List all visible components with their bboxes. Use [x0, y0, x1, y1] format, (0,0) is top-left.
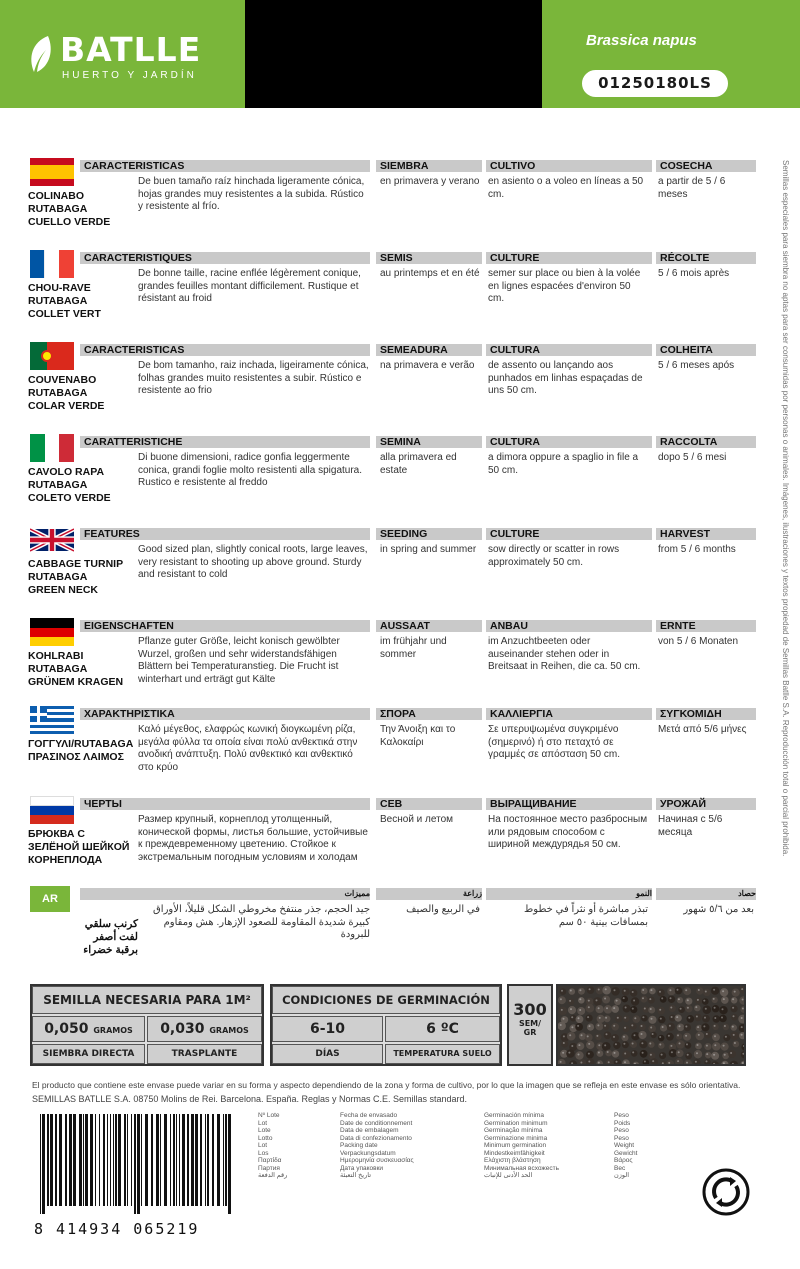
variety-name: COUVENABO RUTABAGA COLAR VERDE	[28, 374, 105, 412]
flag-de-icon	[30, 618, 74, 646]
germination-days: 6-10	[272, 1016, 383, 1042]
seeds-photo	[556, 984, 746, 1066]
harvest-header: COSECHA	[656, 160, 756, 172]
flag-fr-icon	[30, 250, 74, 278]
features-text: Καλό μέγεθος, ελαφρώς κωνική διογκωμένη ρίζα, μεγάλα φύλλα τα οποία είναι πολύ ανθεκτικά στην ανοδική ανάπτυξη. Πολύ ανθεκτικό και ανθεκτικό στο κρύο	[138, 724, 358, 773]
variety-name: COLINABO RUTABAGA CUELLO VERDE	[28, 190, 111, 228]
flag-it-icon	[30, 434, 74, 462]
culture-header: CULTURA	[486, 436, 652, 448]
sowing-header: SEMEADURA	[376, 344, 482, 356]
culture-text: en asiento o a voleo en líneas a 50 cm.	[488, 176, 644, 200]
germination-min-labels: Germinación mínima Germination minimum Germinação mínima Germinazione minima Minimum germination Mindestkeimfähigkeit Ελάχιστη βλάστηση Минимальная всхожесть الحد الأدنى للإنبات	[484, 1112, 559, 1179]
trans-qty-unit: GRAMOS	[209, 1026, 249, 1035]
barcode	[36, 1114, 236, 1214]
temperature-label: TEMPERATURA SUELO	[385, 1044, 500, 1064]
features-text: De buen tamaño raíz hinchada ligeramente cónica, hojas grandes muy resistentes a la subida. Rústico y resistente al frío.	[138, 176, 365, 212]
product-code: 01250180LS	[582, 70, 728, 97]
culture-header: CULTIVO	[486, 160, 652, 172]
features-header: FEATURES	[80, 528, 370, 540]
features-header: CARATTERISTICHE	[80, 436, 370, 448]
header-left-panel	[0, 0, 245, 108]
recycling-icon	[702, 1168, 750, 1216]
language-row-ru	[24, 796, 764, 886]
features-header: CARACTERISTICAS	[80, 160, 370, 172]
culture-header: ΚΑΛΛΙΕΡΓΙΑ	[486, 708, 652, 720]
culture-text: a dimora oppure a spaglio in file a 50 cm.	[488, 452, 639, 476]
sowing-text: im frühjahr und sommer	[380, 636, 447, 660]
harvest-header: COLHEITA	[656, 344, 756, 356]
variety-name: CABBAGE TURNIP RUTABAGA GREEN NECK	[28, 558, 124, 596]
culture-header: ANBAU	[486, 620, 652, 632]
harvest-text: 5 / 6 meses após	[658, 360, 735, 371]
culture-text: im Anzuchtbeeten oder auseinander stehen oder in Breitsaat in Reihen, die ca. 50 cm.	[488, 636, 641, 672]
sowing-text: Весной и летом	[380, 814, 454, 825]
sowing-header: SEEDING	[376, 528, 482, 540]
features-header: EIGENSCHAFTEN	[80, 620, 370, 632]
company-address: SEMILLAS BATLLE S.A. 08750 Molins de Rei. Barcelona. España. Reglas y Normas C.E. Semillas standard.	[32, 1094, 468, 1104]
features-header: ΧΑΡΑΚΤΗΡΙΣΤΙΚΑ	[80, 708, 370, 720]
features-header: ЧЕРТЫ	[80, 798, 370, 810]
harvest-text: dopo 5 / 6 mesi	[658, 452, 727, 463]
culture-header: CULTURE	[486, 252, 652, 264]
brand-name: BATLLE	[60, 30, 202, 69]
sowing-header: AUSSAAT	[376, 620, 482, 632]
culture-text: تبذر مباشرة أو نثراً في خطوط بمسافات بينية ٥٠ سم	[524, 904, 648, 928]
harvest-header: RACCOLTA	[656, 436, 756, 448]
variety-name: БРЮКВА С ЗЕЛЁНОЙ ШЕЙКОЙ КОРНЕПЛОДА	[28, 828, 130, 866]
harvest-text: 5 / 6 mois après	[658, 268, 730, 279]
features-text: جيد الحجم، جذر منتفخ مخروطي الشكل قليلاً، الأوراق كبيرة شديدة المقاومة للصعود الإزهار. هش ومقاوم للبرودة	[153, 904, 370, 940]
germination-conditions-title: CONDICIONES DE GERMINACIÓN	[272, 986, 500, 1014]
culture-header: ВЫРАЩИВАНИЕ	[486, 798, 652, 810]
features-text: Pflanze guter Größe, leicht konisch gewölbter Wurzel, großen und sehr widerstandsfähigen Blättern bei Temperaturanstieg. Die Frucht ist winterhart und erträgt gut Kälte	[138, 636, 340, 685]
culture-text: Σε υπερυψωμένα συγκριμένο (σημερινό) ή στο πεταχτό σε γραμμές σε απόσταση 50 cm.	[488, 724, 620, 760]
variety-name: ΓΟΓΓΥΛΙ/RUTABAGA ΠΡΑΣΙΝΟΣ ΛΑΙΜΟΣ	[28, 738, 134, 763]
language-row-fr	[24, 250, 764, 340]
sowing-header: SEMIS	[376, 252, 482, 264]
flag-gr-icon	[30, 706, 74, 734]
barcode-number: 8 414934 065219	[34, 1220, 200, 1238]
lot-labels: Nº Lote Lot Lote Lotto Lot Los Παρτίδα Партия رقم الدفعة	[258, 1112, 288, 1179]
sowing-text: Την Άνοιξη και το Καλοκαίρι	[380, 724, 456, 748]
leaf-icon	[28, 34, 54, 74]
side-legal-text: Semillas especiales para siembra no aptas para ser consumidas por personas o animales. Imágenes, ilustraciones y textos propiedad de Semillas Batlle S.A. Reproducción total o parcial prohibida.	[781, 160, 790, 857]
sowing-header: SIEMBRA	[376, 160, 482, 172]
seed-needed-title: SEMILLA NECESARIA PARA 1M²	[32, 986, 262, 1014]
sowing-text: alla primavera ed estate	[380, 452, 457, 476]
sowing-text: en primavera y verano	[380, 176, 480, 187]
culture-text: semer sur place ou bien à la volée en lignes espacées d'environ 50 cm.	[488, 268, 641, 304]
features-header: CARACTERISTIQUES	[80, 252, 370, 264]
harvest-text: Начиная с 5/6 месяца	[658, 814, 723, 838]
disclaimer-note: El producto que contiene este envase puede variar en su forma y aspecto dependiendo de la zona y forma de cultivo, por lo que la imagen que se refleja en este envase es sólo orientativa.	[32, 1080, 741, 1090]
features-header: CARACTERISTICAS	[80, 344, 370, 356]
packing-date-labels: Fecha de envasado Date de conditionnement Data de embalagem Data di confezionamento Packing date Verpackungsdatum Ημερομηνία συσκευασίας Дата упаковки تاريخ التعبئة	[340, 1112, 414, 1179]
harvest-text: from 5 / 6 months	[658, 544, 736, 555]
flag-gb-icon	[30, 526, 74, 554]
culture-text: de assento ou lançando aos punhados em linhas espaçadas de uns 50 cm.	[488, 360, 643, 396]
trans-qty-value: 0,030	[160, 1021, 205, 1037]
flag-ru-icon	[30, 796, 74, 824]
seeds-per-gram-value: 300	[513, 1000, 547, 1019]
harvest-header: УРОЖАЙ	[656, 798, 756, 810]
seeds-illustration	[558, 986, 746, 1066]
features-text: Di buone dimensioni, radice gonfia leggermente conica, grandi foglie molto resistenti alla spigatura. Rustico e resistente al freddo	[138, 452, 363, 488]
harvest-text: Μετά από 5/6 μήνες	[658, 724, 747, 735]
sowing-text: في الربيع والصيف	[406, 904, 480, 915]
flag-ar-icon	[30, 886, 70, 912]
variety-name: CHOU-RAVE RUTABAGA COLLET VERT	[28, 282, 101, 320]
features-text: De bonne taille, racine enflée légèrement conique, grandes feuilles montant difficilement. Rustique et résistant au froid	[138, 268, 361, 304]
harvest-text: von 5 / 6 Monaten	[658, 636, 739, 647]
harvest-header: RÉCOLTE	[656, 252, 756, 264]
flag-pt-icon	[30, 342, 74, 370]
language-row-es	[24, 158, 764, 248]
direct-seeding-label: SIEMBRA DIRECTA	[32, 1044, 145, 1064]
seeds-per-gram-box	[507, 984, 553, 1066]
header-photo-area	[245, 0, 542, 108]
seeds-per-gram-unit: SEM/ GR	[518, 1019, 542, 1037]
language-row-ar	[24, 886, 764, 976]
harvest-header: HARVEST	[656, 528, 756, 540]
sowing-header: SEMINA	[376, 436, 482, 448]
arabic-label-badge: AR	[30, 886, 70, 912]
harvest-text: بعد من ٥/٦ شهور	[683, 904, 754, 915]
brand-subtitle: HUERTO Y JARDÍN	[62, 70, 197, 81]
direct-qty-value: 0,050	[44, 1021, 89, 1037]
soil-temperature: 6 ºC	[385, 1016, 500, 1042]
variety-name: CAVOLO RAPA RUTABAGA COLETO VERDE	[28, 466, 111, 504]
latin-name: Brassica napus	[586, 32, 697, 49]
harvest-text: a partir de 5 / 6 meses	[658, 176, 726, 200]
culture-header: CULTURE	[486, 528, 652, 540]
harvest-header: ΣΥΓΚΟΜΙΔΗ	[656, 708, 756, 720]
language-row-it	[24, 434, 764, 524]
language-row-gb	[24, 526, 764, 616]
sowing-text: au printemps et en été	[380, 268, 480, 279]
features-text: De bom tamanho, raiz inchada, ligeiramente cónica, folhas grandes muito resistentes a subir. Rústico e resistente ao frio	[138, 360, 369, 396]
sowing-text: in spring and summer	[380, 544, 477, 555]
harvest-header: حصاد	[656, 888, 756, 900]
harvest-header: ERNTE	[656, 620, 756, 632]
brand-logo	[28, 28, 238, 88]
direct-seeding-qty	[32, 1016, 145, 1042]
culture-text: На постоянное место разбросным или рядовым способом с шириной междурядья 50 см.	[488, 814, 648, 850]
days-label: DÍAS	[272, 1044, 383, 1064]
features-header: مميزات	[80, 888, 370, 900]
features-text: Размер крупный, корнеплод утолщенный, конической формы, листья большие, устойчивые к преждевременному цветению. Стойкое к экстремальным погодным условиям и холодам	[138, 814, 368, 863]
sowing-header: زراعة	[376, 888, 482, 900]
variety-name: كرنب سلقي لفت أصفر برقبة خضراء	[83, 918, 138, 956]
weight-labels: Peso Poids Peso Peso Weight Gewicht Βάρος Вес الوزن	[614, 1112, 638, 1179]
language-row-gr	[24, 706, 764, 796]
language-row-de	[24, 618, 764, 708]
transplant-qty	[147, 1016, 262, 1042]
transplant-label: TRASPLANTE	[147, 1044, 262, 1064]
sowing-header: ΣΠΟΡΑ	[376, 708, 482, 720]
direct-qty-unit: GRAMOS	[93, 1026, 133, 1035]
variety-name: KOHLRABI RUTABAGA GRÜNEM KRAGEN	[28, 650, 124, 688]
language-row-pt	[24, 342, 764, 432]
culture-header: النمو	[486, 888, 652, 900]
flag-es-icon	[30, 158, 74, 186]
culture-text: sow directly or scatter in rows approximately 50 cm.	[488, 544, 620, 568]
culture-header: CULTURA	[486, 344, 652, 356]
features-text: Good sized plan, slightly conical roots, large leaves, very resistant to shooting up above ground. Sturdy and resistant to cold	[138, 544, 368, 580]
sowing-header: СЕВ	[376, 798, 482, 810]
sowing-text: na primavera e verão	[380, 360, 475, 371]
